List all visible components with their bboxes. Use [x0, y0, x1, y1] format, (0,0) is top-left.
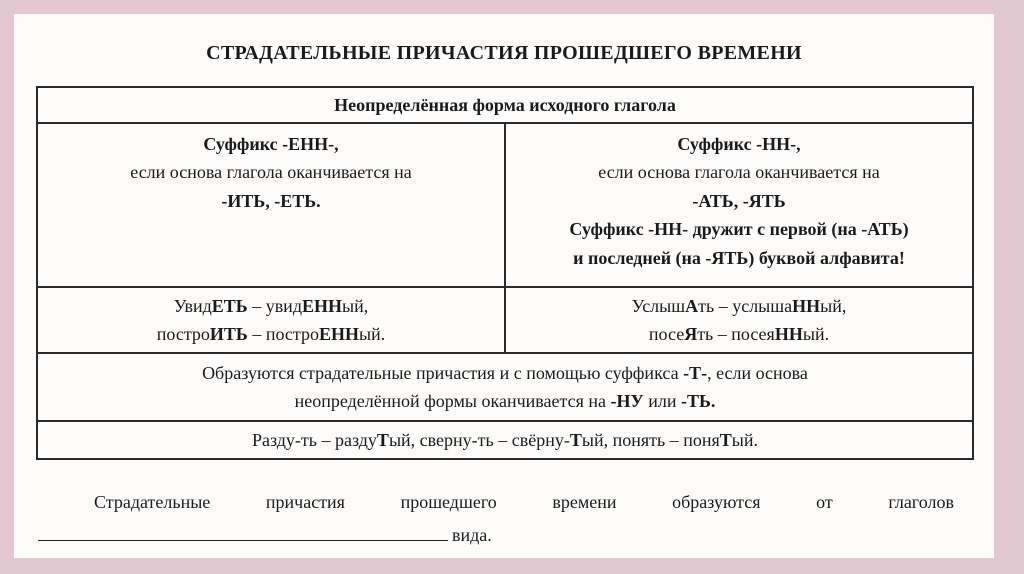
enn-examples-cell	[37, 287, 505, 353]
t-examples-row	[37, 421, 973, 459]
t-examples-cell	[37, 421, 973, 459]
exercise-line2	[38, 522, 538, 546]
rules-row	[37, 123, 973, 287]
table-header-cell: Неопределённая форма исходного глагола	[37, 87, 973, 123]
page-title: СТРАДАТЕЛЬНЫЕ ПРИЧАСТИЯ ПРОШЕДШЕГО ВРЕМЕНИ	[206, 42, 802, 64]
document-page	[14, 14, 994, 558]
example-item: сверну-ть – свёрну-Тый,	[419, 429, 613, 450]
nn-examples-cell	[505, 287, 973, 353]
nn-suffix-label: Суффикс -НН-,	[677, 134, 801, 154]
exercise-sentence: Страдательные причастия прошедшего времени образуются от глаголов	[94, 492, 954, 512]
t-suffix-note-row	[37, 353, 973, 421]
nn-tip-line1: Суффикс -НН- дружит с первой (на -АТЬ)	[569, 219, 909, 240]
example-item: Разду-ть – раздуТый,	[251, 429, 420, 450]
answer-blank[interactable]	[38, 522, 448, 541]
enn-rule-cell	[37, 123, 505, 287]
nn-tip-line2: и последней (на -ЯТЬ) буквой алфавита!	[573, 247, 905, 268]
example-line: УвидЕТЬ – увидЕННый,	[173, 295, 369, 316]
example-item: понять – поняТый.	[612, 429, 759, 450]
example-line: посеЯть – посеяННый.	[648, 324, 830, 344]
example-line: построИТЬ – построЕННый.	[156, 324, 386, 344]
exercise-ending: вида.	[452, 525, 492, 545]
t-suffix-note-cell	[37, 353, 973, 421]
nn-rule-cell	[505, 123, 973, 287]
note-line: Образуются страдательные причастия и с помощью суффикса -Т-, если основа	[202, 362, 808, 383]
example-line: УслышАть – услышаННый,	[631, 295, 847, 316]
enn-condition: если основа глагола оканчивается на	[130, 162, 412, 183]
note-line: неопределённой формы оканчивается на -НУ или -ТЬ.	[294, 391, 716, 411]
enn-suffix-label: Суффикс -ЕНН-,	[203, 134, 339, 154]
table-header-row	[37, 87, 973, 123]
nn-condition: если основа глагола оканчивается на	[598, 162, 880, 183]
rules-table	[36, 86, 974, 460]
nn-endings: -АТЬ, -ЯТЬ	[692, 190, 786, 211]
examples-row	[37, 287, 973, 353]
enn-endings: -ИТЬ, -ЕТЬ.	[221, 190, 321, 211]
